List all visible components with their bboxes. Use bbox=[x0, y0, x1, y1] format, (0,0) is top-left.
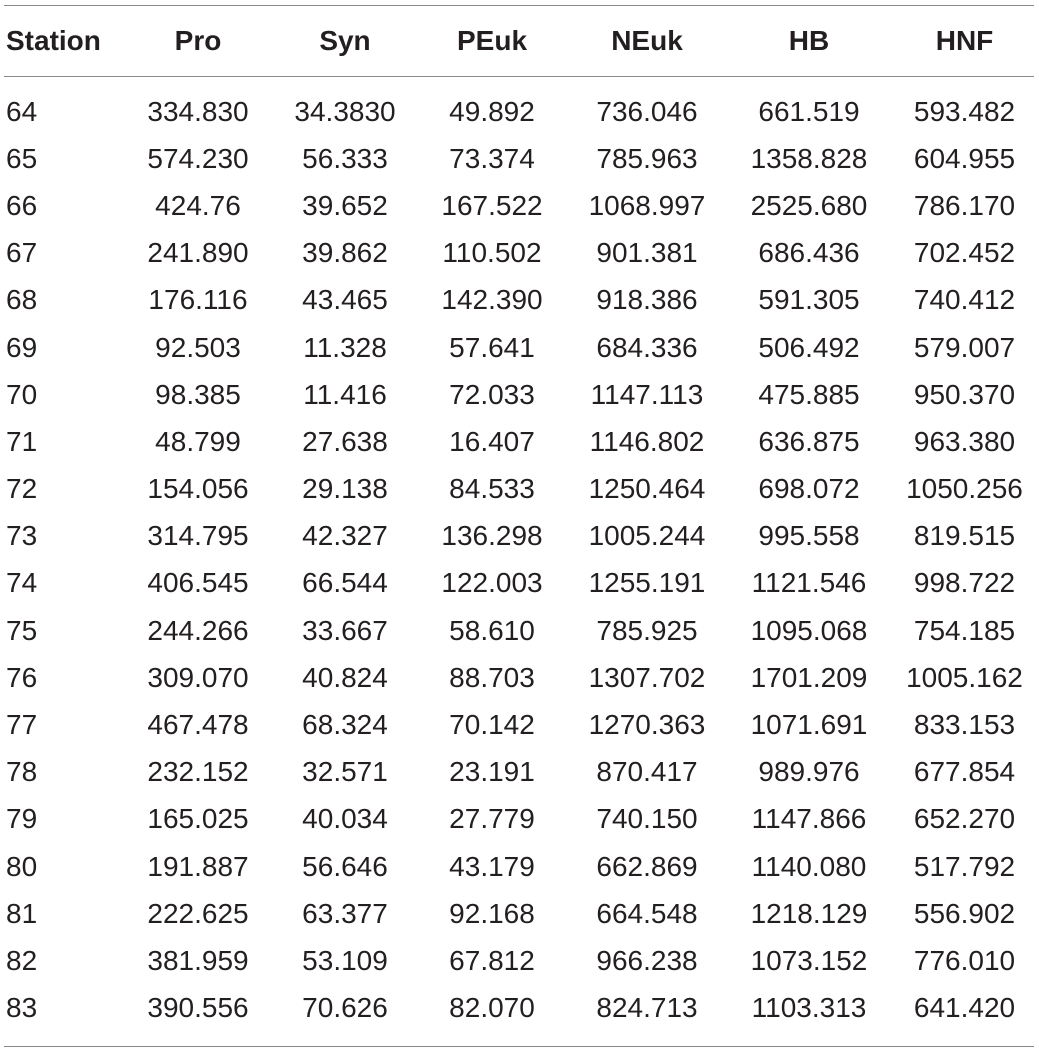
table-row bbox=[0, 843, 1039, 890]
cell-hnf: 950.370 bbox=[913, 378, 1016, 410]
cell-hb: 1358.828 bbox=[750, 142, 868, 174]
cell-peuk: 136.298 bbox=[441, 520, 543, 552]
cell-syn: 34.3830 bbox=[294, 95, 396, 127]
cell-hb: 591.305 bbox=[758, 284, 860, 316]
cell-hnf: 517.792 bbox=[913, 850, 1016, 882]
cell-hnf: 702.452 bbox=[913, 237, 1016, 269]
data-table bbox=[0, 6, 1039, 1032]
cell-hb: 475.885 bbox=[758, 378, 860, 410]
cell-neuk: 1270.363 bbox=[588, 709, 706, 741]
cell-pro: 222.625 bbox=[147, 897, 249, 929]
table-row bbox=[0, 890, 1039, 937]
header-pro: Pro bbox=[174, 25, 222, 56]
table-row bbox=[0, 324, 1039, 371]
cell-neuk: 1146.802 bbox=[589, 425, 705, 457]
cell-neuk: 1307.702 bbox=[588, 661, 706, 693]
cell-hnf: 1005.162 bbox=[906, 661, 1023, 693]
cell-peuk: 142.390 bbox=[441, 284, 543, 316]
table-row bbox=[0, 937, 1039, 984]
cell-neuk: 1068.997 bbox=[588, 189, 706, 221]
cell-neuk: 1005.244 bbox=[588, 520, 706, 552]
table-row bbox=[0, 135, 1039, 182]
cell-hb: 506.492 bbox=[758, 331, 860, 363]
table-row bbox=[0, 796, 1039, 843]
header-peuk: PEuk bbox=[456, 25, 528, 56]
cell-pro: 334.830 bbox=[147, 95, 249, 127]
cell-hb: 1121.546 bbox=[751, 567, 867, 599]
table-bottom-rule bbox=[4, 1046, 1034, 1047]
cell-neuk: 1250.464 bbox=[588, 473, 706, 505]
cell-peuk: 70.142 bbox=[449, 709, 535, 741]
cell-syn: 40.034 bbox=[302, 803, 388, 835]
cell-hb: 686.436 bbox=[758, 237, 860, 269]
header-hnf: HNF bbox=[935, 25, 994, 56]
cell-station: 69 bbox=[6, 331, 38, 363]
cell-syn: 63.377 bbox=[302, 897, 388, 929]
cell-peuk: 16.407 bbox=[449, 425, 535, 457]
cell-hb: 989.976 bbox=[758, 756, 860, 788]
cell-hnf: 579.007 bbox=[913, 331, 1016, 363]
cell-neuk: 824.713 bbox=[596, 992, 698, 1024]
cell-hnf: 998.722 bbox=[913, 567, 1016, 599]
header-syn: Syn bbox=[319, 25, 371, 56]
cell-syn: 11.416 bbox=[303, 378, 387, 410]
cell-hnf: 819.515 bbox=[913, 520, 1016, 552]
cell-syn: 68.324 bbox=[302, 709, 388, 741]
cell-station: 83 bbox=[6, 992, 38, 1024]
cell-hb: 1073.152 bbox=[750, 944, 868, 976]
cell-station: 67 bbox=[6, 237, 38, 269]
table-row bbox=[0, 182, 1039, 229]
cell-pro: 92.503 bbox=[155, 331, 241, 363]
cell-peuk: 84.533 bbox=[449, 473, 535, 505]
cell-hb: 1095.068 bbox=[750, 614, 868, 646]
cell-peuk: 27.779 bbox=[449, 803, 535, 835]
cell-neuk: 740.150 bbox=[596, 803, 698, 835]
table-row bbox=[0, 513, 1039, 560]
cell-hb: 1140.080 bbox=[751, 850, 867, 882]
cell-neuk: 664.548 bbox=[596, 897, 698, 929]
cell-neuk: 736.046 bbox=[596, 95, 698, 127]
cell-syn: 56.333 bbox=[302, 142, 388, 174]
cell-peuk: 67.812 bbox=[449, 944, 535, 976]
cell-peuk: 49.892 bbox=[449, 95, 535, 127]
cell-peuk: 122.003 bbox=[441, 567, 543, 599]
table-row bbox=[0, 76, 1039, 135]
cell-peuk: 110.502 bbox=[442, 237, 542, 269]
table-row bbox=[0, 371, 1039, 418]
cell-pro: 244.266 bbox=[147, 614, 249, 646]
cell-station: 72 bbox=[6, 473, 38, 505]
cell-syn: 33.667 bbox=[302, 614, 388, 646]
cell-pro: 314.795 bbox=[147, 520, 249, 552]
cell-hnf: 641.420 bbox=[913, 992, 1016, 1024]
cell-hnf: 677.854 bbox=[913, 756, 1016, 788]
cell-syn: 66.544 bbox=[302, 567, 388, 599]
table-row bbox=[0, 607, 1039, 654]
cell-syn: 29.138 bbox=[302, 473, 388, 505]
cell-pro: 48.799 bbox=[155, 425, 241, 457]
table-row bbox=[0, 560, 1039, 607]
table-body bbox=[0, 76, 1039, 1032]
cell-neuk: 785.963 bbox=[596, 142, 698, 174]
cell-pro: 176.116 bbox=[148, 284, 248, 316]
cell-syn: 53.109 bbox=[302, 944, 388, 976]
cell-peuk: 72.033 bbox=[449, 378, 535, 410]
cell-hnf: 786.170 bbox=[913, 189, 1016, 221]
cell-neuk: 966.238 bbox=[596, 944, 698, 976]
table-row bbox=[0, 277, 1039, 324]
cell-pro: 467.478 bbox=[147, 709, 249, 741]
cell-hnf: 593.482 bbox=[913, 95, 1016, 127]
cell-hnf: 833.153 bbox=[913, 709, 1016, 741]
table-row bbox=[0, 418, 1039, 465]
cell-hb: 1218.129 bbox=[750, 897, 868, 929]
cell-syn: 39.862 bbox=[302, 237, 388, 269]
table-row bbox=[0, 230, 1039, 277]
cell-syn: 40.824 bbox=[302, 661, 388, 693]
cell-pro: 390.556 bbox=[147, 992, 249, 1024]
cell-station: 82 bbox=[6, 944, 38, 976]
cell-station: 73 bbox=[6, 520, 38, 552]
cell-syn: 70.626 bbox=[302, 992, 388, 1024]
cell-pro: 309.070 bbox=[147, 661, 249, 693]
cell-peuk: 92.168 bbox=[449, 897, 535, 929]
cell-hb: 1071.691 bbox=[750, 709, 868, 741]
cell-neuk: 785.925 bbox=[596, 614, 698, 646]
cell-peuk: 167.522 bbox=[441, 189, 543, 221]
cell-pro: 241.890 bbox=[147, 237, 249, 269]
cell-hb: 2525.680 bbox=[750, 189, 868, 221]
cell-peuk: 88.703 bbox=[449, 661, 535, 693]
cell-syn: 32.571 bbox=[302, 756, 388, 788]
cell-pro: 381.959 bbox=[147, 944, 249, 976]
cell-station: 77 bbox=[6, 709, 38, 741]
cell-neuk: 918.386 bbox=[596, 284, 698, 316]
cell-station: 76 bbox=[6, 661, 38, 693]
cell-station: 65 bbox=[6, 142, 38, 174]
cell-hnf: 556.902 bbox=[913, 897, 1016, 929]
cell-station: 81 bbox=[6, 897, 38, 929]
table-row bbox=[0, 749, 1039, 796]
cell-hb: 1103.313 bbox=[751, 992, 867, 1024]
cell-station: 71 bbox=[6, 425, 38, 457]
cell-pro: 154.056 bbox=[147, 473, 249, 505]
cell-pro: 574.230 bbox=[147, 142, 249, 174]
cell-pro: 191.887 bbox=[147, 850, 249, 882]
cell-neuk: 1147.113 bbox=[590, 378, 704, 410]
cell-hb: 661.519 bbox=[758, 95, 860, 127]
cell-hnf: 604.955 bbox=[913, 142, 1016, 174]
cell-syn: 56.646 bbox=[302, 850, 388, 882]
cell-neuk: 684.336 bbox=[596, 331, 698, 363]
cell-hnf: 754.185 bbox=[913, 614, 1016, 646]
cell-neuk: 870.417 bbox=[596, 756, 698, 788]
cell-station: 80 bbox=[6, 850, 38, 882]
cell-syn: 27.638 bbox=[302, 425, 388, 457]
cell-peuk: 57.641 bbox=[449, 331, 535, 363]
cell-syn: 39.652 bbox=[302, 189, 388, 221]
cell-hb: 1701.209 bbox=[750, 661, 868, 693]
header-station: Station bbox=[6, 25, 101, 56]
cell-syn: 43.465 bbox=[302, 284, 388, 316]
cell-neuk: 1255.191 bbox=[588, 567, 706, 599]
cell-hb: 698.072 bbox=[758, 473, 860, 505]
cell-hb: 995.558 bbox=[758, 520, 860, 552]
header-hb: HB bbox=[788, 25, 830, 56]
cell-station: 74 bbox=[6, 567, 38, 599]
cell-pro: 424.76 bbox=[155, 189, 241, 221]
cell-hnf: 776.010 bbox=[913, 944, 1016, 976]
cell-pro: 406.545 bbox=[147, 567, 249, 599]
cell-peuk: 23.191 bbox=[449, 756, 535, 788]
cell-hnf: 740.412 bbox=[913, 284, 1016, 316]
table-row bbox=[0, 701, 1039, 748]
cell-peuk: 58.610 bbox=[449, 614, 535, 646]
cell-hb: 636.875 bbox=[758, 425, 860, 457]
cell-pro: 232.152 bbox=[147, 756, 249, 788]
header-neuk: NEuk bbox=[611, 25, 683, 56]
cell-station: 79 bbox=[6, 803, 38, 835]
cell-pro: 98.385 bbox=[155, 378, 241, 410]
table-row bbox=[0, 466, 1039, 513]
cell-pro: 165.025 bbox=[147, 803, 249, 835]
cell-syn: 11.328 bbox=[303, 331, 387, 363]
table-row bbox=[0, 654, 1039, 701]
cell-station: 66 bbox=[6, 189, 38, 221]
cell-station: 64 bbox=[6, 95, 38, 127]
cell-neuk: 662.869 bbox=[596, 850, 698, 882]
cell-station: 68 bbox=[6, 284, 38, 316]
cell-peuk: 43.179 bbox=[449, 850, 535, 882]
cell-station: 70 bbox=[6, 378, 38, 410]
cell-neuk: 901.381 bbox=[596, 237, 698, 269]
cell-peuk: 73.374 bbox=[449, 142, 535, 174]
cell-station: 78 bbox=[6, 756, 38, 788]
cell-hnf: 1050.256 bbox=[906, 473, 1023, 505]
cell-hnf: 652.270 bbox=[913, 803, 1016, 835]
cell-syn: 42.327 bbox=[302, 520, 388, 552]
cell-hb: 1147.866 bbox=[751, 803, 867, 835]
cell-hnf: 963.380 bbox=[913, 425, 1016, 457]
header-row bbox=[0, 6, 1039, 76]
cell-peuk: 82.070 bbox=[449, 992, 535, 1024]
cell-station: 75 bbox=[6, 614, 38, 646]
table-row bbox=[0, 985, 1039, 1032]
